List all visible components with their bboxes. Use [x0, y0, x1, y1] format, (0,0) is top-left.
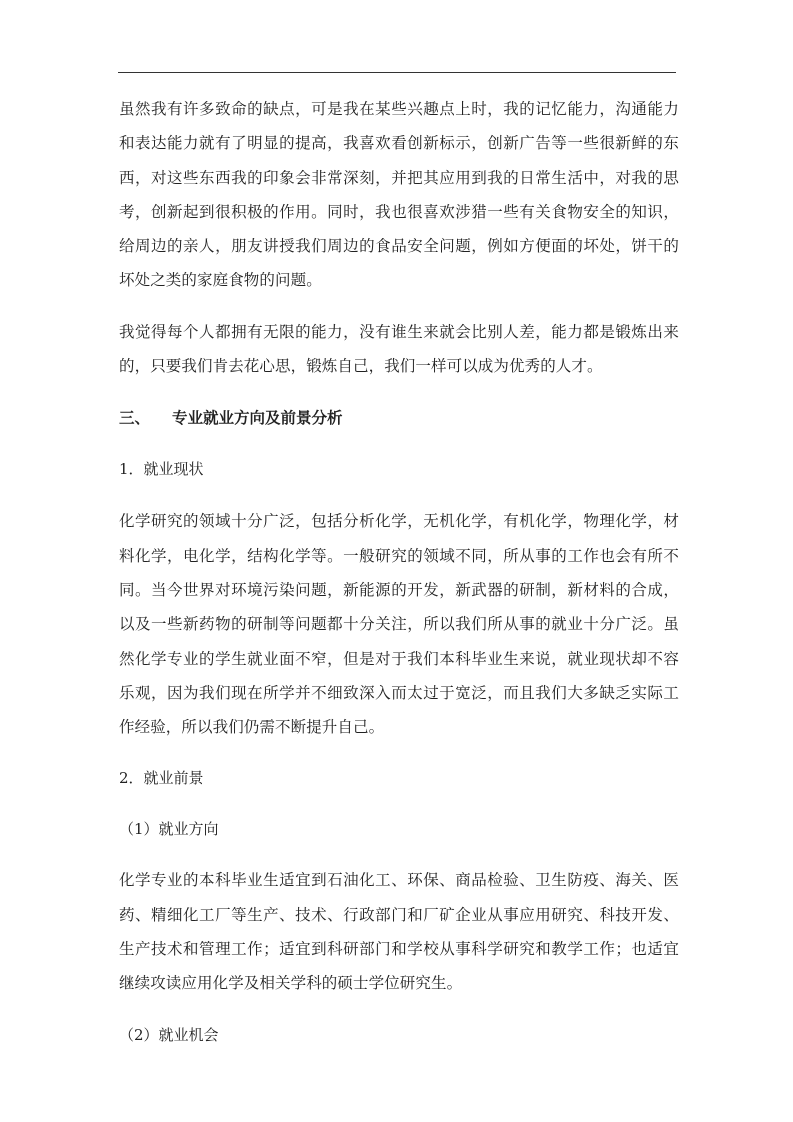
subheading-prospects: 2．就业前景 [119, 769, 204, 788]
subheading-opportunities: （2）就业机会 [119, 1025, 219, 1044]
section-heading [119, 401, 679, 435]
paragraph-employment-direction: 化学专业的本科毕业生适宜到石油化工、环保、商品检验、卫生防疫、海关、医药、精细化工厂等生产、技术、行政部门和厂矿企业从事应用研究、科技开发、生产技术和管理工作；适宜到科研部门和学校从事科学研究和教学工作；也适宜继续攻读应用化学及相关学科的硕士学位研究生。 [119, 871, 679, 993]
subheading-direction: （1）就业方向 [119, 820, 219, 839]
header-rule [118, 72, 676, 73]
subheading-status: 1．就业现状 [119, 460, 204, 479]
paragraph-ability: 我觉得每个人都拥有无限的能力，没有谁生来就会比别人差，能力都是锻炼出来的，只要我们肯去花心思，锻炼自己，我们一样可以成为优秀的人才。 [119, 322, 679, 376]
paragraph-strengths: 虽然我有许多致命的缺点，可是我在某些兴趣点上时，我的记忆能力，沟通能力和表达能力就有了明显的提高，我喜欢看创新标示，创新广告等一些很新鲜的东西，对这些东西我的印象会非常深刻，并把其应用到我的日常生活中，对我的思考，创新起到很积极的作用。同时，我也很喜欢涉猎一些有关食物安全的知识，给周边的亲人，朋友讲授我们周边的食品安全问题，例如方便面的坏处，饼干的坏处之类的家庭食物的问题。 [119, 100, 679, 290]
section-title: 专业就业方向及前景分析 [172, 409, 343, 428]
paragraph-employment-status: 化学研究的领域十分广泛，包括分析化学，无机化学，有机化学，物理化学，材料化学，电化学，结构化学等。一般研究的领域不同，所从事的工作也会有所不同。当今世界对环境污染问题，新能源的开发，新武器的研制，新材料的合成，以及一些新药物的研制等问题都十分关注，所以我们所从事的就业十分广泛。虽然化学专业的学生就业面不窄，但是对于我们本科毕业生来说，就业现状却不容乐观，因为我们现在所学并不细致深入而太过于宽泛，而且我们大多缺乏实际工作经验，所以我们仍需不断提升自己。 [119, 512, 679, 737]
section-number: 三、 [119, 409, 151, 428]
document-body [119, 92, 679, 1052]
